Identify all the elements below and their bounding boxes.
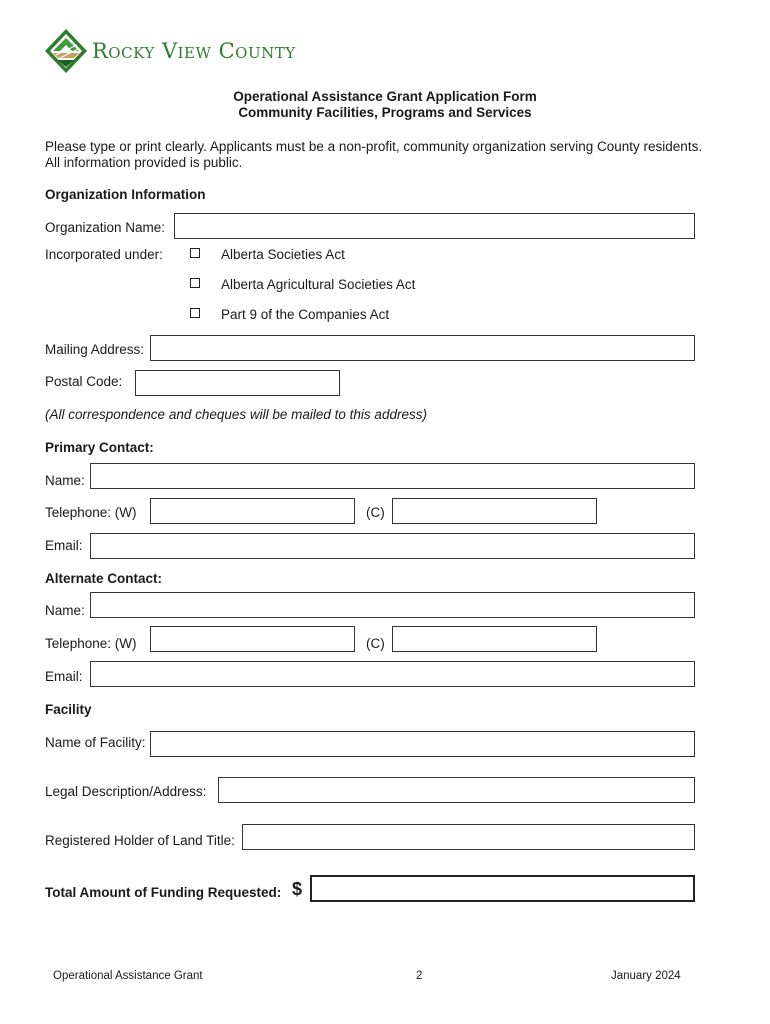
correspondence-note: (All correspondence and cheques will be mailed to this address) xyxy=(45,407,427,422)
companies-act-label: Part 9 of the Companies Act xyxy=(221,307,390,322)
facility-heading: Facility xyxy=(45,702,92,717)
alberta-societies-checkbox[interactable] xyxy=(190,248,200,258)
county-logo-icon xyxy=(44,28,88,74)
funding-amount-field[interactable] xyxy=(310,875,695,902)
footer-page-number: 2 xyxy=(416,970,423,982)
currency-symbol: $ xyxy=(292,879,303,899)
county-logo-text: Rocky View County xyxy=(92,39,296,63)
alberta-societies-label: Alberta Societies Act xyxy=(221,247,345,262)
incorporated-label: Incorporated under: xyxy=(45,247,163,262)
primary-email-field[interactable] xyxy=(90,533,695,559)
organization-name-label: Organization Name: xyxy=(45,220,166,235)
form-title-line1: Operational Assistance Grant Application Form xyxy=(233,89,537,104)
footer-date: January 2024 xyxy=(611,970,681,982)
county-logo xyxy=(44,28,304,76)
primary-name-label: Name: xyxy=(45,473,85,488)
alternate-contact-heading: Alternate Contact: xyxy=(45,571,163,586)
form-title-line2: Community Facilities, Programs and Services xyxy=(238,105,532,120)
agricultural-societies-checkbox[interactable] xyxy=(190,278,200,288)
primary-telephone-field[interactable] xyxy=(150,498,355,524)
legal-description-label: Legal Description/Address: xyxy=(45,784,207,799)
land-title-holder-label: Registered Holder of Land Title: xyxy=(45,833,235,848)
alternate-email-field[interactable] xyxy=(90,661,695,687)
alternate-cell-field[interactable] xyxy=(392,626,597,652)
intro-line1: Please type or print clearly. Applicants must be a non-profit, community organization serving County residents. xyxy=(45,139,703,154)
organization-name-field[interactable] xyxy=(174,213,695,239)
primary-email-label: Email: xyxy=(45,538,83,553)
alternate-telephone-field[interactable] xyxy=(150,626,355,652)
footer-form-name: Operational Assistance Grant xyxy=(53,970,203,982)
agricultural-societies-label: Alberta Agricultural Societies Act xyxy=(221,277,416,292)
facility-name-label: Name of Facility: xyxy=(45,735,146,750)
intro-line2: All information provided is public. xyxy=(45,155,243,170)
companies-act-checkbox[interactable] xyxy=(190,308,200,318)
land-title-holder-field[interactable] xyxy=(242,824,695,850)
mailing-address-label: Mailing Address: xyxy=(45,342,145,357)
primary-cell-label: (C) xyxy=(366,505,385,520)
alternate-telephone-label: Telephone: (W) xyxy=(45,636,137,651)
postal-code-label: Postal Code: xyxy=(45,374,123,389)
primary-contact-heading: Primary Contact: xyxy=(45,440,154,455)
postal-code-field[interactable] xyxy=(135,370,340,396)
organization-heading: Organization Information xyxy=(45,187,206,202)
primary-cell-field[interactable] xyxy=(392,498,597,524)
alternate-name-label: Name: xyxy=(45,603,85,618)
mailing-address-field[interactable] xyxy=(150,335,695,361)
legal-description-field[interactable] xyxy=(218,777,695,803)
alternate-email-label: Email: xyxy=(45,669,83,684)
primary-name-field[interactable] xyxy=(90,463,695,489)
funding-requested-label: Total Amount of Funding Requested: xyxy=(45,885,282,900)
alternate-cell-label: (C) xyxy=(366,636,385,651)
alternate-name-field[interactable] xyxy=(90,592,695,618)
primary-telephone-label: Telephone: (W) xyxy=(45,505,137,520)
facility-name-field[interactable] xyxy=(150,731,695,757)
